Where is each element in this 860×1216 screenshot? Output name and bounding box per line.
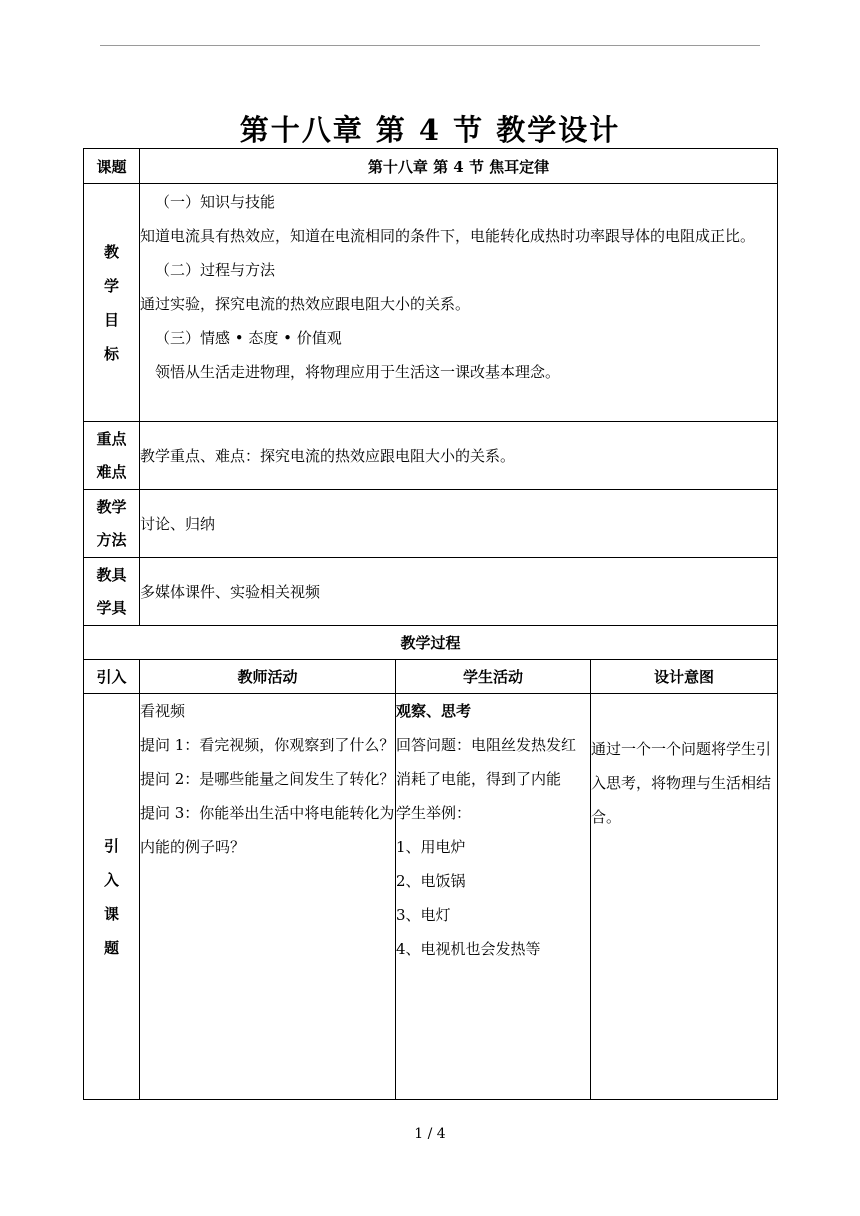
teacher-line: 看视频 — [140, 702, 186, 720]
methods-row — [84, 490, 778, 558]
design-intent: 通过一个一个问题将学生引入思考，将物理与生活相结合。 — [591, 694, 778, 1100]
tools-row — [84, 558, 778, 626]
header-rule — [100, 45, 760, 46]
intro-label-char: 课 — [103, 904, 119, 923]
tools-label-line: 教具 — [96, 565, 127, 584]
student-line: 1、用电炉 — [396, 838, 466, 856]
key-points-label — [84, 422, 140, 490]
intro-label — [84, 694, 140, 1100]
teacher-activity — [140, 694, 396, 1100]
topic-value: 第十八章 第 4 节 焦耳定律 — [140, 149, 778, 184]
objective-text: 领悟从生活走进物理，将物理应用于生活这一课改基本理念。 — [155, 363, 561, 381]
objective-heading: （二）过程与方法 — [155, 261, 276, 279]
teacher-line: 提问 1：看完视频，你观察到了什么？ — [140, 736, 395, 754]
objective-text: 通过实验，探究电流的热效应跟电阻大小的关系。 — [140, 295, 471, 313]
objectives-row — [84, 184, 778, 422]
process-columns-row — [84, 660, 778, 694]
student-line: 2、电饭锅 — [396, 872, 466, 890]
objectives-label-char: 目 — [103, 310, 119, 329]
tools-label — [84, 558, 140, 626]
column-header-student: 学生活动 — [396, 660, 591, 694]
tools-value: 多媒体课件、实验相关视频 — [140, 558, 778, 626]
student-line: 学生举例： — [396, 804, 472, 822]
objectives-label-char: 教 — [103, 242, 119, 261]
page-number: 1 / 4 — [414, 1126, 446, 1142]
methods-label-line: 教学 — [96, 497, 127, 516]
key-points-label-line: 重点 — [96, 429, 127, 448]
objectives-label-char: 学 — [103, 276, 119, 295]
page-title: 第十八章 第 4 节 教学设计 — [239, 113, 621, 147]
key-points-label-line: 难点 — [96, 462, 127, 481]
lesson-plan-table — [83, 148, 778, 1100]
objective-heading: （三）情感 • 态度 • 价值观 — [155, 329, 342, 347]
intro-label-char: 题 — [103, 938, 119, 957]
column-header-teacher: 教师活动 — [140, 660, 396, 694]
objective-heading: （一）知识与技能 — [155, 193, 276, 211]
column-header-intent: 设计意图 — [591, 660, 778, 694]
objectives-content — [140, 184, 778, 422]
objectives-label-char: 标 — [103, 344, 119, 363]
teacher-line: 提问 3：你能举出生活中将电能转化为内能的例子吗？ — [140, 804, 395, 856]
objectives-label — [84, 184, 140, 422]
key-points-value: 教学重点、难点：探究电流的热效应跟电阻大小的关系。 — [140, 422, 778, 490]
key-points-row — [84, 422, 778, 490]
topic-label: 课题 — [84, 149, 140, 184]
intro-label-char: 引 — [103, 836, 119, 855]
column-header-intro: 引入 — [84, 660, 140, 694]
student-line: 回答问题：电阻丝发热发红 — [396, 736, 577, 754]
intro-label-char: 入 — [103, 870, 119, 889]
objective-text: 知道电流具有热效应，知道在电流相同的条件下，电能转化成热时功率跟导体的电阻成正比。 — [140, 227, 756, 245]
student-line: 3、电灯 — [396, 906, 451, 924]
teacher-line: 提问 2：是哪些能量之间发生了转化？ — [140, 770, 395, 788]
student-line: 4、电视机也会发热等 — [396, 940, 541, 958]
process-heading-row — [84, 626, 778, 660]
methods-label-line: 方法 — [96, 530, 127, 549]
student-heading: 观察、思考 — [396, 702, 472, 720]
student-activity — [396, 694, 591, 1100]
methods-label — [84, 490, 140, 558]
intro-row — [84, 694, 778, 1100]
process-heading: 教学过程 — [84, 626, 778, 660]
topic-row — [84, 149, 778, 184]
student-line: 消耗了电能，得到了内能 — [396, 770, 562, 788]
methods-value: 讨论、归纳 — [140, 490, 778, 558]
tools-label-line: 学具 — [96, 598, 127, 617]
